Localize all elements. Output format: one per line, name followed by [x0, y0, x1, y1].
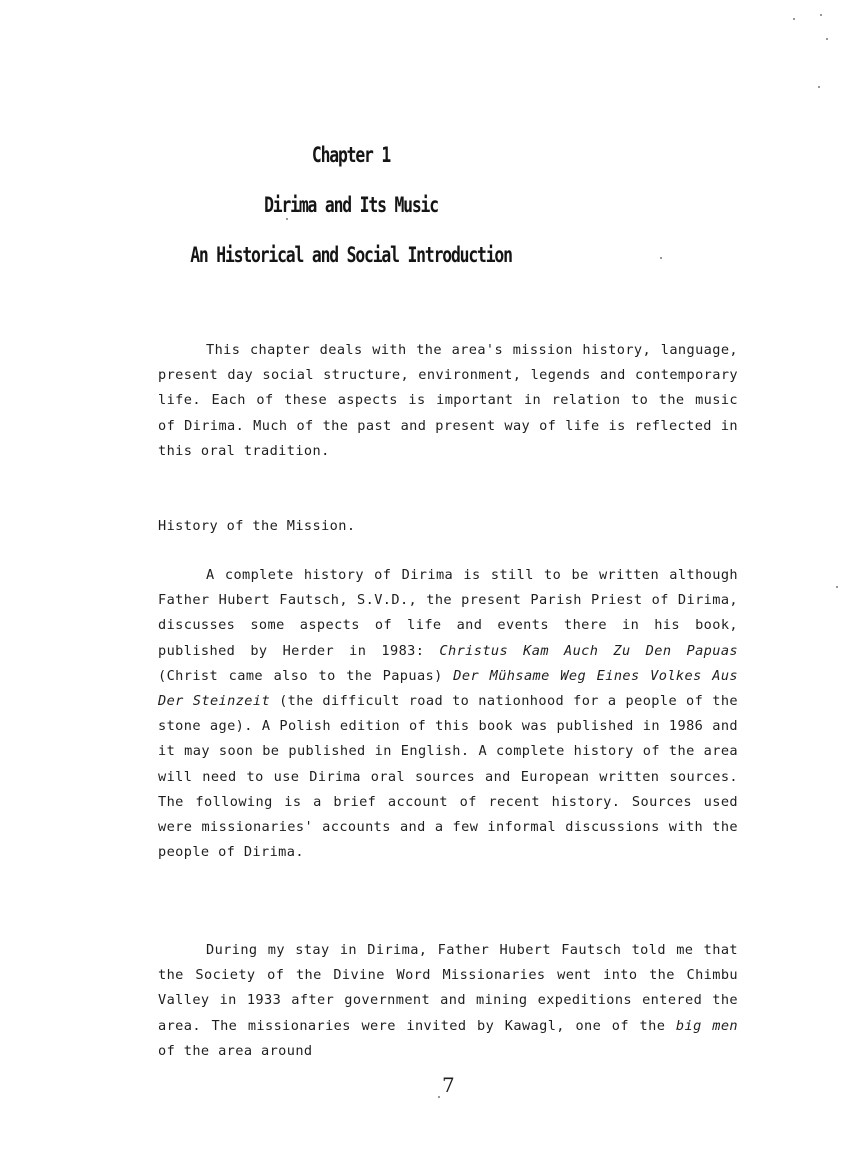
stay-paragraph: [158, 938, 738, 1064]
scan-speck: [826, 38, 828, 40]
section-heading-block: [158, 514, 738, 539]
scan-speck: [793, 18, 795, 20]
page-number: 7: [442, 1073, 455, 1097]
stay-text-2: of the area around: [158, 1042, 313, 1059]
history-text-3: (the difficult road to nationhood for a people of the stone age). A Polish edition of this book was published in 1986 and it may soon be published in English. A complete history of the area will need to use Dirima oral sources and European written sources. The following is a brief account of recent history. Sources used were missionaries' accounts and a few informal discussions with the people of Dirima.: [158, 693, 739, 861]
scan-speck: [438, 1096, 440, 1098]
section-heading: History of the Mission.: [158, 518, 356, 534]
scan-speck: [836, 586, 838, 588]
intro-paragraph: This chapter deals with the area's mission history, language, present day social structure, environment, legends and contemporary life. Each of these aspects is important in relation to the music of Dirima. Much of the past and present way of life is reflected in this oral tradition.: [158, 342, 738, 459]
stay-paragraph-block: [158, 938, 738, 1064]
scan-speck: [820, 14, 822, 16]
scan-speck: [286, 218, 288, 220]
scan-speck: [818, 86, 820, 88]
chapter-heading: Chapter 1: [311, 143, 391, 167]
book-title-2: Der Mühsame Weg Eines Volkes Aus Der Steinzeit: [158, 667, 738, 710]
history-text-2: (Christ came also to the Papuas): [158, 667, 454, 684]
chapter-subtitle: An Historical and Social Introduction: [190, 243, 512, 267]
stay-text-1: During my stay in Dirima, Father Hubert Fautsch told me that the Society of the Divine Word Missionaries went into the Chimbu Valley in 1933 after government and mining expeditions entered the area. The missionaries were invited by Kawagl, one of the: [158, 942, 738, 1034]
book-title-1: Christus Kam Auch Zu Den Papuas: [439, 642, 738, 659]
emphasis-big-men: big men: [675, 1017, 738, 1034]
history-paragraph: [158, 563, 738, 865]
history-text-1: A complete history of Dirima is still to be written although Father Hubert Fautsch, S.V.D., the present Parish Priest of Dirima, discusses some aspects of life and events there in his book, published by Herder in 1983:: [158, 567, 738, 659]
chapter-title: Dirima and Its Music: [264, 193, 438, 217]
scan-speck: [660, 257, 662, 259]
intro-paragraph-block: [158, 338, 738, 464]
history-paragraph-block: [158, 563, 738, 865]
